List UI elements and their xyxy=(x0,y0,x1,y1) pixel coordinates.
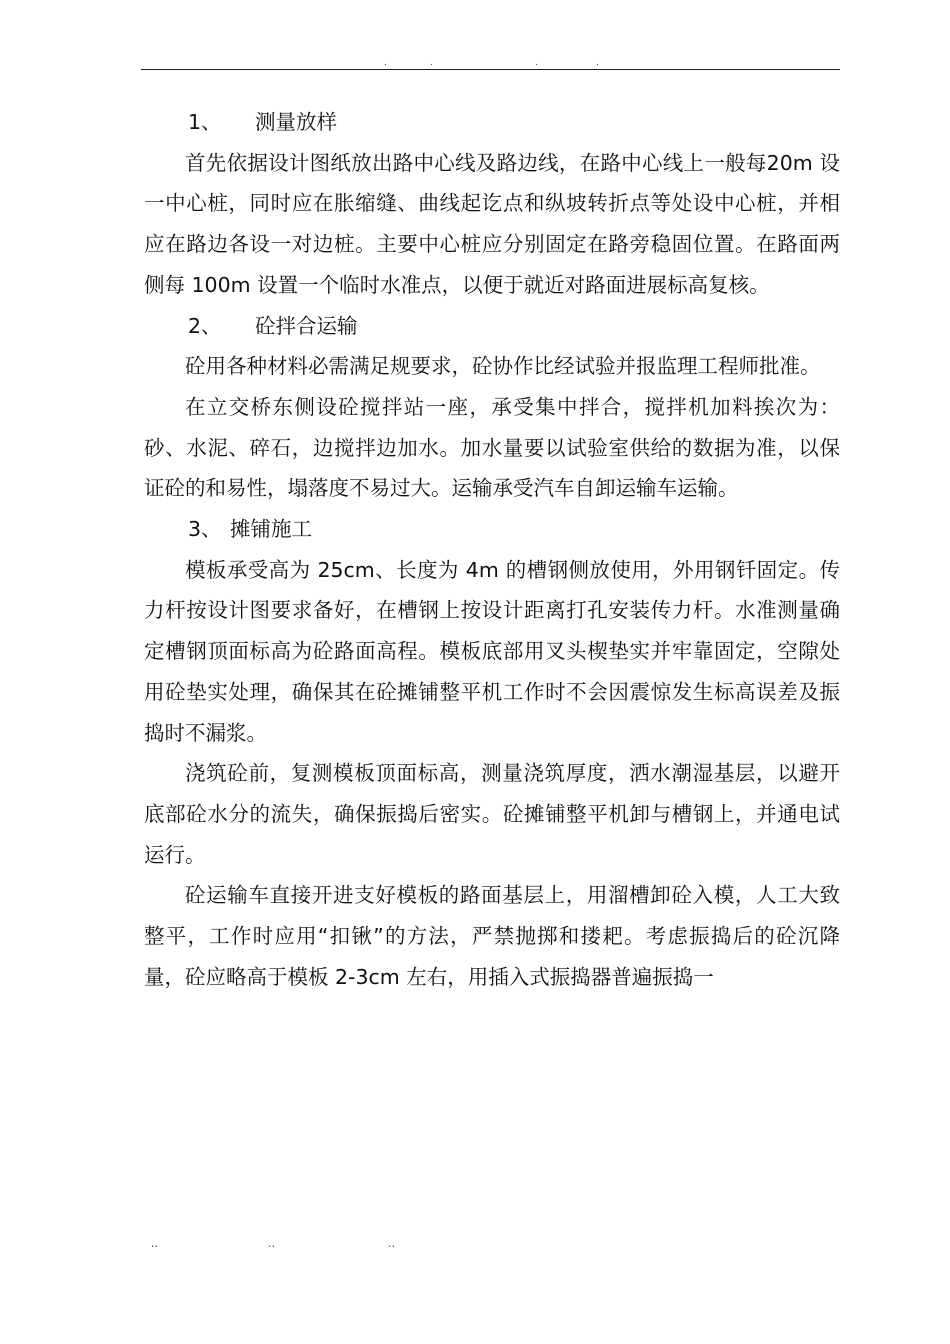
footer-dot: .. xyxy=(151,1237,158,1250)
header-dot: . xyxy=(535,58,538,68)
section-heading-2 xyxy=(144,306,840,347)
paragraph: 砼运输车直接开进支好模板的路面基层上，用溜槽卸砼入模，人工大致整平，工作时应用“扣锹”的方法，严禁抛掷和搂耙。考虑振捣后的砼沉降量，砼应略高于模板 2-3cm 左右，用插入式振捣器普遍振捣一 xyxy=(144,883,840,989)
footer-dot: .. xyxy=(388,1237,395,1250)
section-heading-3 xyxy=(144,509,840,550)
section-title: 砼拌合运输 xyxy=(255,313,358,338)
paragraph: 模板承受高为 25cm、长度为 4m 的槽钢侧放使用，外用钢钎固定。传力杆按设计图要求备好，在槽钢上按设计距离打孔安装传力杆。水准测量确定槽钢顶面标高为砼路面高程。模板底部用叉头楔垫实并牢靠固定，空隙处用砼垫实处理，确保其在砼摊铺整平机工作时不会因震惊发生标高误差及振捣时不漏浆。 xyxy=(144,557,840,745)
paragraph: 砼用各种材料必需满足规要求，砼协作比经试验并报监理工程师批准。 xyxy=(185,354,821,379)
section-number: 1、 xyxy=(188,110,222,134)
footer-dot: .. xyxy=(268,1237,275,1250)
header-rule xyxy=(141,69,840,70)
header-dot: . xyxy=(384,58,387,68)
document-body xyxy=(144,102,840,997)
paragraph: 在立交桥东侧设砼搅拌站一座，承受集中拌合，搅拌机加料挨次为：砂、水泥、碎石，边搅拌边加水。加水量要以试验室供给的数据为准，以保证砼的和易性，塌落度不易过大。运输承受汽车自卸运输车运输。 xyxy=(144,394,840,501)
header-dot: . xyxy=(596,58,599,68)
section-number: 3、 xyxy=(188,517,222,542)
section-number: 2、 xyxy=(188,313,222,338)
header-dot: . xyxy=(430,58,433,68)
paragraph: 首先依据设计图纸放出路中心线及路边线，在路中心线上一般每20m 设一中心桩，同时应在胀缩缝、曲线起讫点和纵坡转折点等处设中心桩，并相应在路边各设一对边桩。主要中心桩应分别固定在路旁稳固位置。在路面两侧每 100m 设置一个临时水准点，以便于就近对路面进展标高复核。 xyxy=(144,150,840,297)
section-title: 摊铺施工 xyxy=(230,517,312,542)
section-title: 测量放样 xyxy=(255,110,337,134)
section-heading-1 xyxy=(144,102,840,143)
paragraph: 浇筑砼前，复测模板顶面标高，测量浇筑厚度，洒水潮湿基层，以避开底部砼水分的流失，确保振捣后密实。砼摊铺整平机卸与槽钢上，并通电试运行。 xyxy=(144,761,840,867)
